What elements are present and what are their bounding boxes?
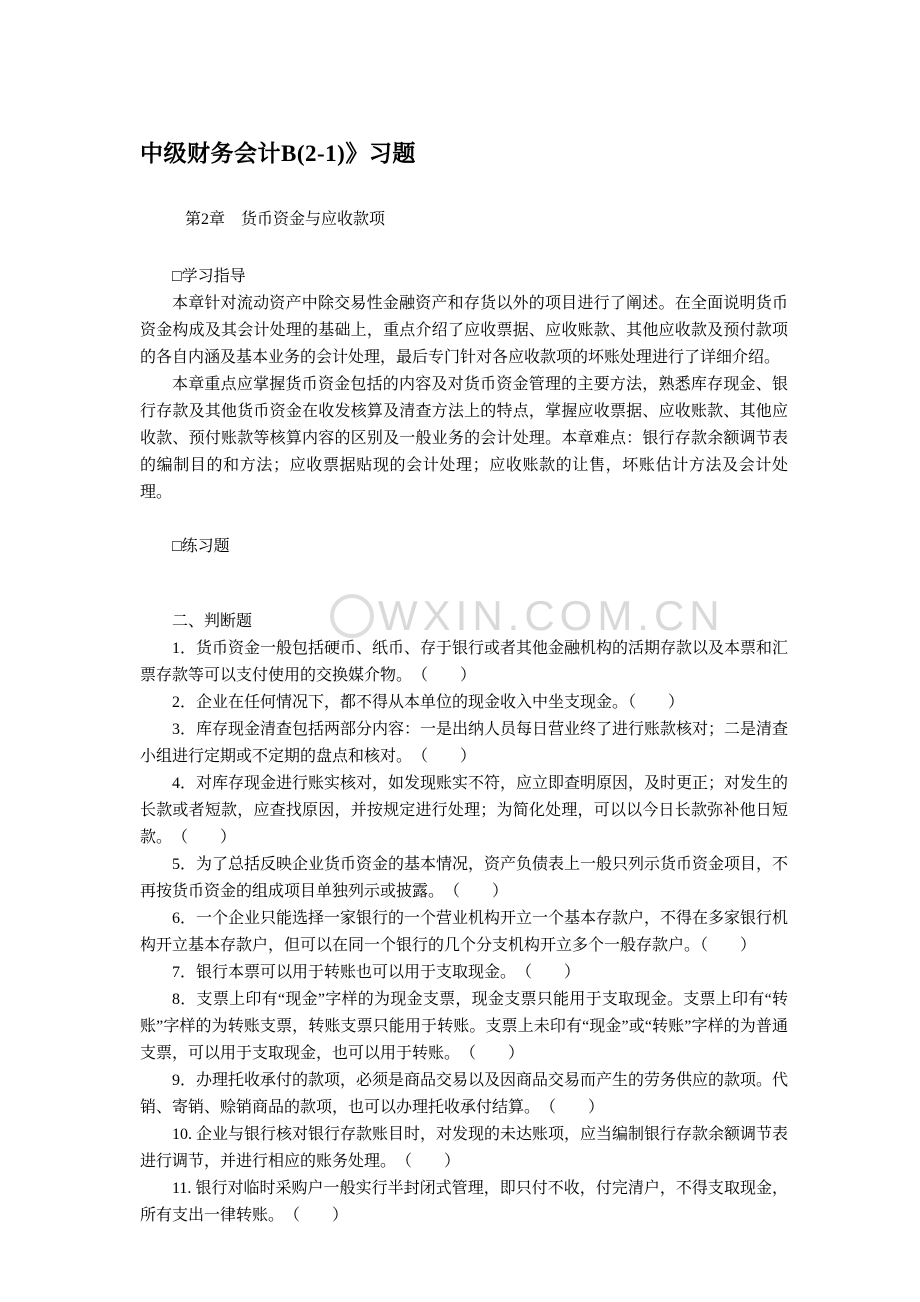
quiz-item-1: 1．货币资金一般包括硬币、纸币、存于银行或者其他金融机构的活期存款以及本票和汇票存款等可以支付使用的交换媒介物。 （ ） (140, 639, 789, 684)
quiz-section-heading: 二、判断题 (172, 612, 253, 630)
watermark-text: WXIN.COM.CN (378, 592, 725, 639)
quiz-item-11: 11. 银行对临时采购户一般实行半封闭式管理，即只付不收，付完清户，不得支取现金，所有支出一律转账。 （ ） (140, 1179, 788, 1224)
study-guide-heading: □学习指导 (172, 267, 246, 285)
quiz-item-5: 5．为了总括反映企业货币资金的基本情况，资产负债表上一般只列示货币资金项目，不再按货币资金的组成项目单独列示或披露。 （ ） (140, 855, 789, 900)
quiz-list (140, 635, 788, 1229)
document-page (140, 140, 788, 1229)
quiz-item-3: 3．库存现金清查包括两部分内容：一是出纳人员每日营业终了进行账款核对；二是清查小组进行定期或不定期的盘点和核对。 （ ） (140, 720, 789, 765)
study-guide-paragraph-2: 本章重点应掌握货币资金包括的内容及对货币资金管理的主要方法，熟悉库存现金、银行存款及其他货币资金在收发核算及清查方法上的特点，掌握应收票据、应收账款、其他应收款、预付账款等核算内容的区别及一般业务的会计处理。本章难点：银行存款余额调节表的编制目的和方法；应收票据贴现的会计处理；应收账款的让售，坏账估计方法及会计处理。 (140, 375, 788, 501)
quiz-item-7: 7．银行本票可以用于转账也可以用于支取现金。 （ ） (172, 963, 581, 981)
quiz-item-10: 10. 企业与银行核对银行存款账目时，对发现的未达账项，应当编制银行存款余额调节表进行调节，并进行相应的账务处理。 （ ） (140, 1125, 789, 1170)
quiz-item-9: 9．办理托收承付的款项，必须是商品交易以及因商品交易而产生的劳务供应的款项。代销、寄销、赊销商品的款项，也可以办理托收承付结算。 （ ） (140, 1071, 789, 1116)
exercises-heading: □练习题 (172, 537, 230, 555)
quiz-item-8: 8．支票上印有“现金”字样的为现金支票，现金支票只能用于支取现金。支票上印有“转账”字样的为转账支票，转账支票只能用于转账。支票上未印有“现金”或“转账”字样的为普通支票，可以用于支取现金，也可以用于转账。 （ ） (140, 990, 788, 1062)
document-title: 中级财务会计B(2-1)》习题 (140, 141, 416, 166)
quiz-item-2: 2．企业在任何情况下，都不得从本单位的现金收入中坐支现金。（ ） (172, 693, 685, 711)
quiz-item-6: 6．一个企业只能选择一家银行的一个营业机构开立一个基本存款户，不得在多家银行机构开立基本存款户，但可以在同一个银行的几个分支机构开立多个一般存款户。（ ） (140, 909, 789, 954)
study-guide-paragraph-1: 本章针对流动资产中除交易性金融资产和存货以外的项目进行了阐述。在全面说明货币资金构成及其会计处理的基础上，重点介绍了应收票据、应收账款、其他应收款及预付款项的各自内涵及基本业务的会计处理，最后专门针对各应收款项的坏账处理进行了详细介绍。 (140, 294, 788, 366)
quiz-item-4: 4．对库存现金进行账实核对，如发现账实不符，应立即查明原因，及时更正；对发生的长款或者短款，应查找原因，并按规定进行处理；为简化处理，可以以今日长款弥补他日短款。 （ ） (140, 774, 789, 846)
chapter-heading: 第2章 货币资金与应收款项 (185, 210, 386, 228)
